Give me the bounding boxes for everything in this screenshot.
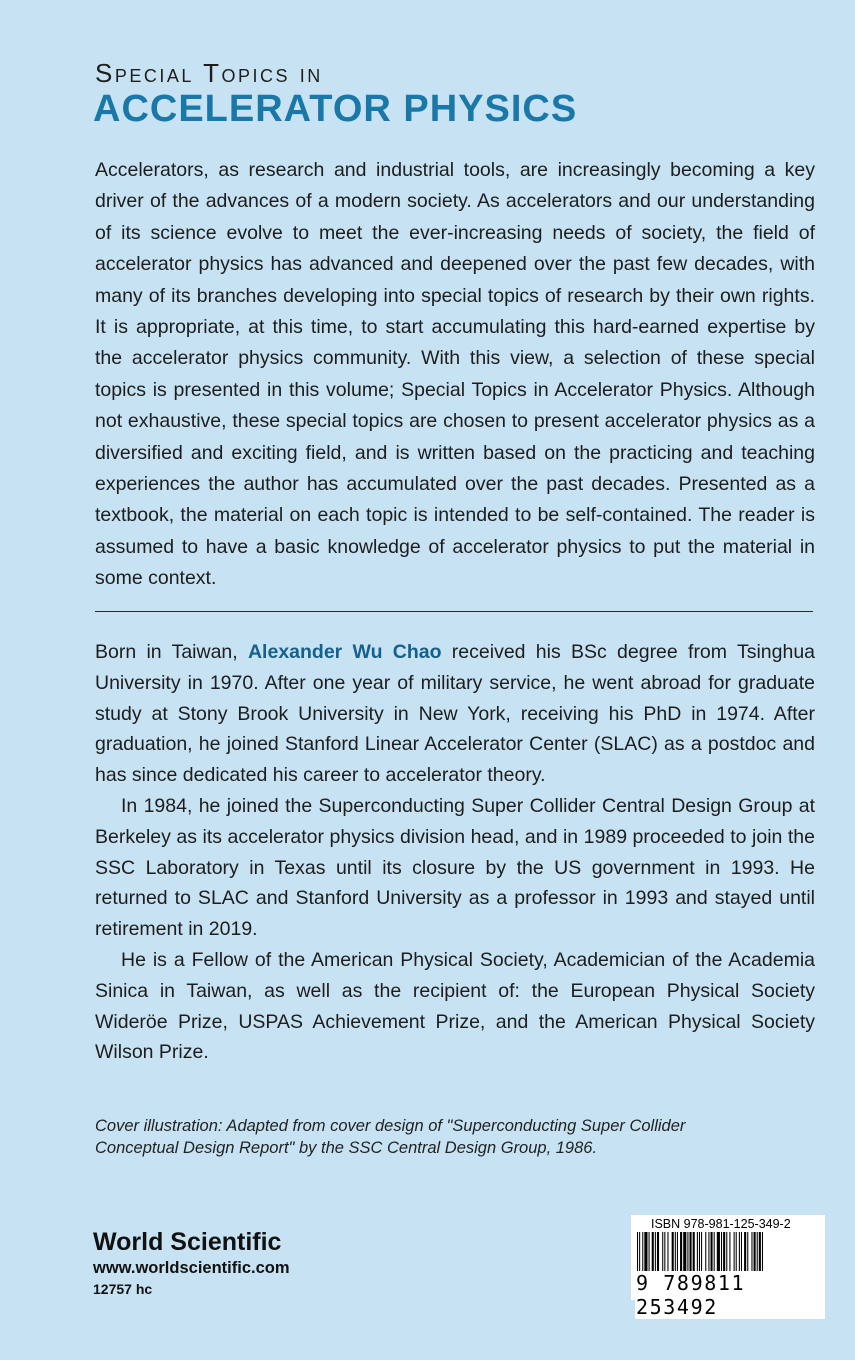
- bio-paragraph-3: He is a Fellow of the American Physical Society, Academician of the Academia Sinica in Taiwan, as well as the recipient of: the European Physical Society Wideröe Prize, USPAS Achievement Prize, and the American Physical Society Wilson Prize.: [95, 948, 815, 1064]
- isbn-label: ISBN 978-981-125-349-2: [651, 1217, 791, 1231]
- publisher-url: www.worldscientific.com: [93, 1259, 290, 1277]
- bio-intro: Born in Taiwan,: [95, 641, 248, 663]
- publisher-name: World Scientific: [93, 1228, 282, 1256]
- isbn-barcode: [631, 1215, 825, 1319]
- bio-paragraph-2: In 1984, he joined the Superconducting Super Collider Central Design Group at Berkeley as its accelerator physics division head, and in 1989 proceeded to join the SSC Laboratory in Texas until its closure by the US government in 1993. He returned to SLAC and Stanford University as a professor in 1993 and stayed until retirement in 2019.: [95, 794, 815, 941]
- bio-paragraph-1: [95, 637, 815, 791]
- barcode-digits: 9 789811 253492: [635, 1271, 825, 1319]
- book-description: Accelerators, as research and industrial tools, are increasingly becoming a key driver of the advances of a modern society. As accelerators and our understanding of its science evolve to meet the ever-increasing needs of society, the field of accelerator physics has advanced and deepened over the past few decades, with many of its branches developing into special topics of research by their own rights. It is appropriate, at this time, to start accumulating this hard-earned expertise by the accelerator physics community. With this view, a selection of these special topics is presented in this volume; Special Topics in Accelerator Physics. Although not exhaustive, these special topics are chosen to present accelerator physics as a diversified and exciting field, and is written based on the practicing and teaching experiences the author has accumulated over the past decades. Presented as a textbook, the material on each topic is intended to be self-contained. The reader is assumed to have a basic knowledge of accelerator physics to put the material in some context.: [95, 159, 815, 590]
- section-divider: [95, 611, 813, 612]
- cover-illustration-credit: Cover illustration: Adapted from cover design of "Superconducting Super Collider Conceptual Design Report" by the SSC Central Design Group, 1986.: [95, 1117, 686, 1157]
- bio-paragraph-1-rest: received his BSc degree from Tsinghua University in 1970. After one year of military service, he went abroad for graduate study at Stony Brook University in New York, receiving his PhD in 1974. After graduation, he joined Stanford Linear Accelerator Center (SLAC) as a postdoc and has since dedicated his career to accelerator theory.: [95, 641, 816, 787]
- publisher-block: [93, 1227, 290, 1299]
- catalog-code: 12757 hc: [93, 1281, 153, 1297]
- book-subtitle-line: Special Topics in: [95, 58, 323, 88]
- author-name: Alexander Wu Chao: [247, 641, 442, 663]
- book-title: ACCELERATOR PHYSICS: [93, 88, 578, 130]
- author-bio: [95, 637, 815, 1068]
